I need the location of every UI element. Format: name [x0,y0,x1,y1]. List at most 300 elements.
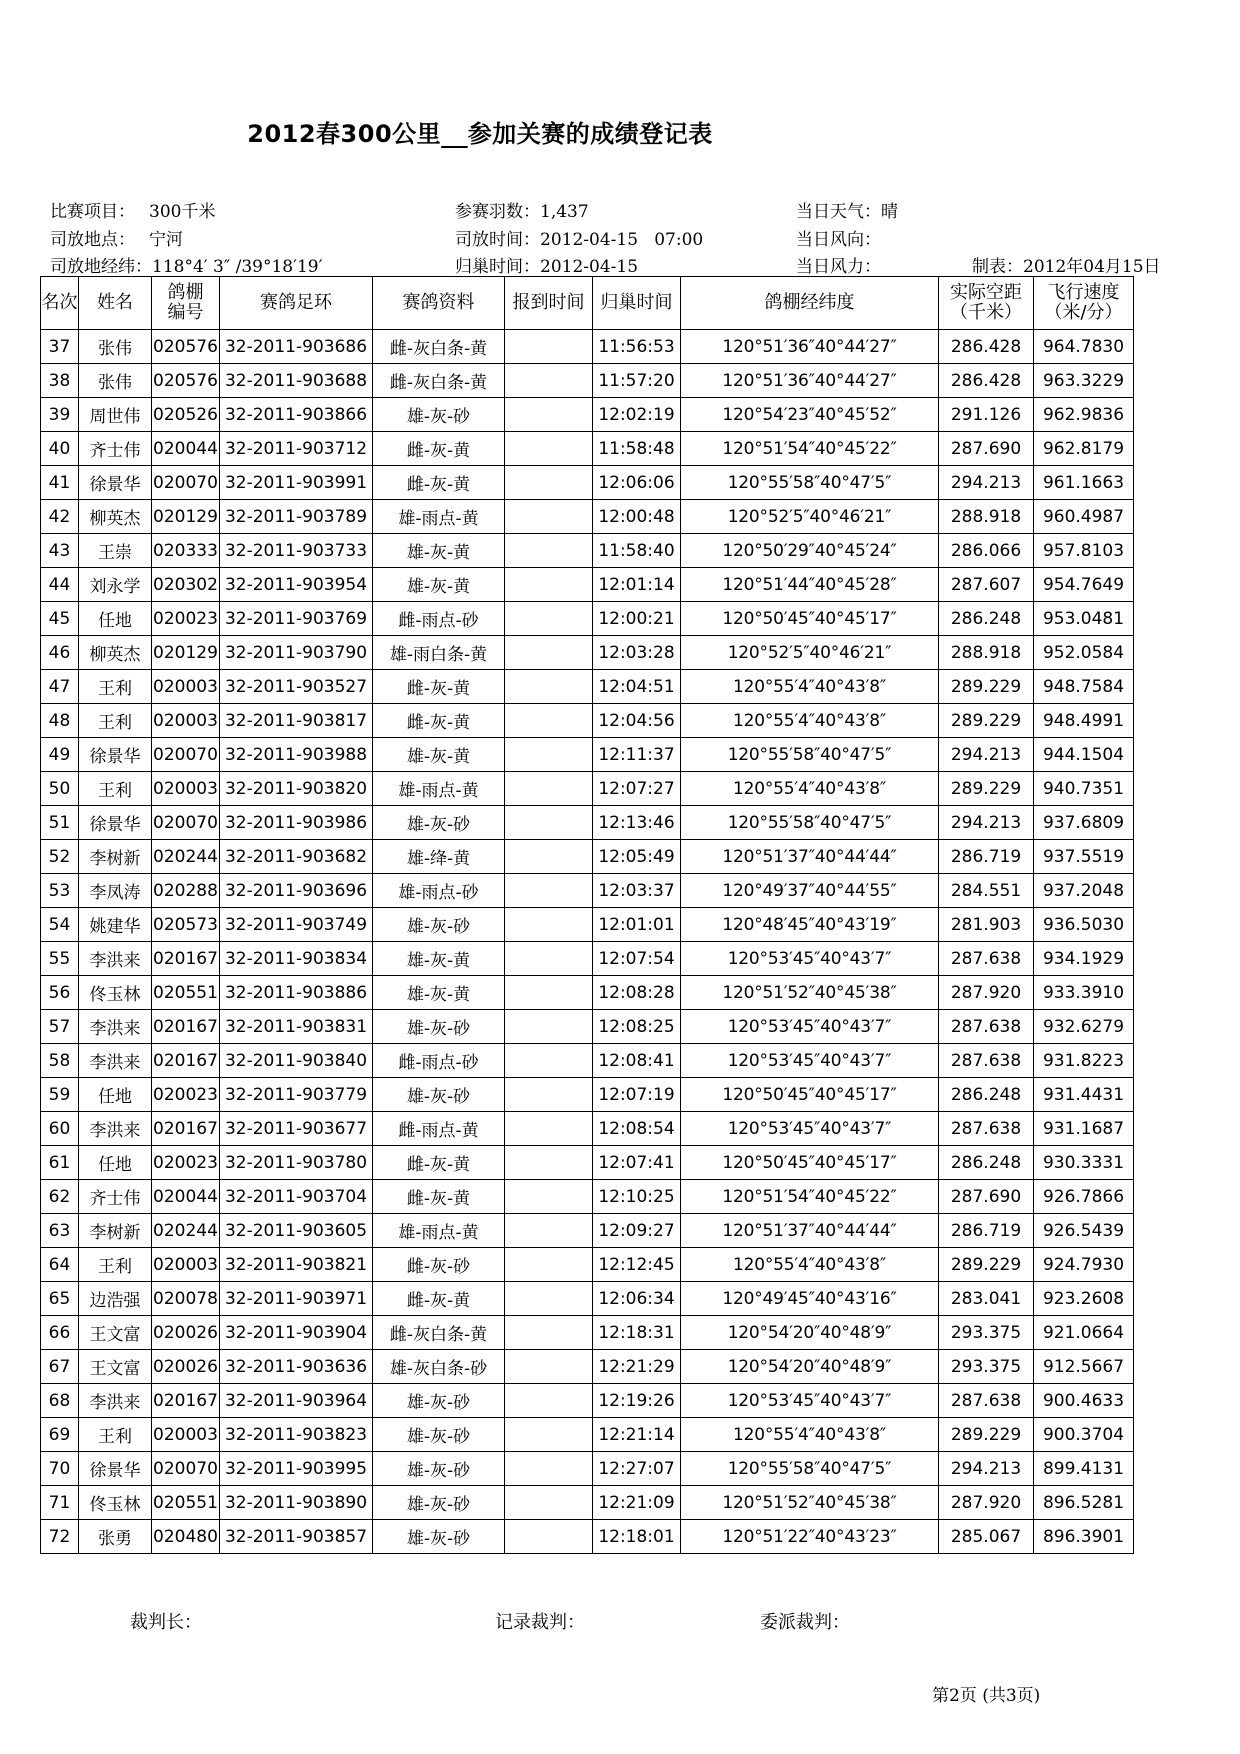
loft-id-cell: 020023 [152,1146,220,1180]
pigeon-info-cell: 雄-灰-砂 [373,1078,505,1112]
release-time-info [455,225,703,250]
name-cell: 王利 [79,670,152,704]
report-time-cell [505,1010,593,1044]
return-time-cell: 11:58:40 [593,534,681,568]
distance-cell: 287.638 [939,942,1034,976]
return-time-cell: 12:07:19 [593,1078,681,1112]
loft-id-cell: 020573 [152,908,220,942]
loft-id-cell: 020480 [152,1520,220,1554]
rank-cell: 41 [41,466,79,500]
wind-force-info [796,252,881,277]
made-date-info [972,252,1161,277]
loft-id-cell: 020167 [152,1010,220,1044]
coord-cell: 120°50′45″40°45′17″ [681,1078,939,1112]
report-time-cell [505,1078,593,1112]
table-row [41,806,1134,840]
release-time-label: 司放时间： [455,230,540,250]
loft-id-cell: 020288 [152,874,220,908]
speed-cell: 899.4131 [1034,1452,1134,1486]
table-row [41,330,1134,364]
table-row [41,1486,1134,1520]
speed-cell: 932.6279 [1034,1010,1134,1044]
return-time-cell: 12:21:14 [593,1418,681,1452]
pigeon-info-cell: 雌-雨点-砂 [373,1044,505,1078]
rank-cell: 46 [41,636,79,670]
return-time-cell: 12:03:37 [593,874,681,908]
pigeon-info-cell: 雌-雨点-砂 [373,602,505,636]
ring-cell: 32-2011-903831 [220,1010,373,1044]
table-row [41,976,1134,1010]
speed-cell: 931.4431 [1034,1078,1134,1112]
table-row [41,670,1134,704]
name-cell: 佟玉林 [79,1486,152,1520]
rank-cell: 70 [41,1452,79,1486]
rank-cell: 44 [41,568,79,602]
ring-cell: 32-2011-903790 [220,636,373,670]
loft-id-cell: 020551 [152,976,220,1010]
return-time-cell: 12:05:49 [593,840,681,874]
distance-cell: 289.229 [939,670,1034,704]
pigeon-info-cell: 雄-灰-砂 [373,908,505,942]
distance-cell: 286.248 [939,1078,1034,1112]
return-time-cell: 12:08:54 [593,1112,681,1146]
name-cell: 柳英杰 [79,636,152,670]
pigeon-info-cell: 雄-灰-砂 [373,806,505,840]
rank-cell: 59 [41,1078,79,1112]
table-row [41,1010,1134,1044]
table-row [41,466,1134,500]
report-time-cell [505,670,593,704]
speed-cell: 944.1504 [1034,738,1134,772]
pigeon-info-cell: 雄-灰-砂 [373,1520,505,1554]
ring-cell: 32-2011-903991 [220,466,373,500]
speed-cell: 931.1687 [1034,1112,1134,1146]
pigeon-info-cell: 雄-雨点-黄 [373,500,505,534]
title-suffix: 参加关赛的成绩登记表 [467,120,713,148]
loft-id-cell: 020302 [152,568,220,602]
column-header: 鸽棚 编号 [152,277,220,330]
ring-cell: 32-2011-903636 [220,1350,373,1384]
chief-judge-label: 裁判长： [130,1612,202,1633]
coord-cell: 120°55′58″40°47′5″ [681,806,939,840]
loft-id-cell: 020576 [152,330,220,364]
coord-cell: 120°55′4″40°43′8″ [681,1248,939,1282]
name-cell: 徐景华 [79,466,152,500]
coord-cell: 120°51′54″40°45′22″ [681,432,939,466]
column-header: 飞行速度 （米/分） [1034,277,1134,330]
loft-id-cell: 020070 [152,806,220,840]
table-header-row [41,277,1134,330]
distance-cell: 288.918 [939,636,1034,670]
rank-cell: 68 [41,1384,79,1418]
rank-cell: 69 [41,1418,79,1452]
table-row [41,1078,1134,1112]
pigeon-info-cell: 雌-灰-黄 [373,704,505,738]
return-time-cell: 12:04:51 [593,670,681,704]
loft-id-cell: 020333 [152,534,220,568]
ring-cell: 32-2011-903605 [220,1214,373,1248]
column-header: 归巢时间 [593,277,681,330]
table-row [41,1282,1134,1316]
coord-cell: 120°51′37″40°44′44″ [681,840,939,874]
table-row [41,568,1134,602]
speed-cell: 923.2608 [1034,1282,1134,1316]
pigeon-info-cell: 雄-灰-砂 [373,1486,505,1520]
speed-cell: 934.1929 [1034,942,1134,976]
pigeon-info-cell: 雌-灰-黄 [373,1282,505,1316]
coord-cell: 120°48′45″40°43′19″ [681,908,939,942]
return-time-cell: 11:57:20 [593,364,681,398]
coord-cell: 120°51′22″40°43′23″ [681,1520,939,1554]
coord-cell: 120°54′20″40°48′9″ [681,1316,939,1350]
column-header: 姓名 [79,277,152,330]
return-time-cell: 12:01:14 [593,568,681,602]
speed-cell: 962.9836 [1034,398,1134,432]
event-value: 300千米 [149,202,216,222]
distance-cell: 283.041 [939,1282,1034,1316]
distance-cell: 289.229 [939,1248,1034,1282]
column-header: 鸽棚经纬度 [681,277,939,330]
distance-cell: 287.920 [939,1486,1034,1520]
rank-cell: 63 [41,1214,79,1248]
results-table [40,276,1134,1554]
name-cell: 王利 [79,1248,152,1282]
return-time-cell: 12:09:27 [593,1214,681,1248]
ring-cell: 32-2011-903823 [220,1418,373,1452]
name-cell: 李树新 [79,1214,152,1248]
birds-info [455,197,589,222]
return-time-cell: 12:04:56 [593,704,681,738]
speed-cell: 933.3910 [1034,976,1134,1010]
coord-cell: 120°54′23″40°45′52″ [681,398,939,432]
loft-id-cell: 020003 [152,1248,220,1282]
report-time-cell [505,772,593,806]
rank-cell: 51 [41,806,79,840]
ring-cell: 32-2011-903820 [220,772,373,806]
release-place-label: 司放地点： [50,230,135,250]
loft-id-cell: 020167 [152,1044,220,1078]
report-time-cell [505,602,593,636]
speed-cell: 900.3704 [1034,1418,1134,1452]
coord-cell: 120°50′29″40°45′24″ [681,534,939,568]
rank-cell: 52 [41,840,79,874]
coord-cell: 120°49′37″40°44′55″ [681,874,939,908]
report-time-cell [505,1248,593,1282]
loft-id-cell: 020003 [152,1418,220,1452]
coord-cell: 120°55′58″40°47′5″ [681,738,939,772]
pigeon-info-cell: 雄-雨点-黄 [373,1214,505,1248]
return-time-cell: 12:21:09 [593,1486,681,1520]
rank-cell: 45 [41,602,79,636]
name-cell: 王崇 [79,534,152,568]
return-time-cell: 12:27:07 [593,1452,681,1486]
ring-cell: 32-2011-903954 [220,568,373,602]
event-info [50,197,215,222]
ring-cell: 32-2011-903971 [220,1282,373,1316]
distance-cell: 286.248 [939,602,1034,636]
coord-cell: 120°49′45″40°43′16″ [681,1282,939,1316]
return-time-cell: 12:19:26 [593,1384,681,1418]
coord-cell: 120°53′45″40°43′7″ [681,1384,939,1418]
rank-cell: 62 [41,1180,79,1214]
pigeon-info-cell: 雄-灰-黄 [373,976,505,1010]
speed-cell: 926.7866 [1034,1180,1134,1214]
ring-cell: 32-2011-903886 [220,976,373,1010]
weather-value: 晴 [881,202,898,222]
coord-cell: 120°51′44″40°45′28″ [681,568,939,602]
name-cell: 王文富 [79,1316,152,1350]
ring-cell: 32-2011-903840 [220,1044,373,1078]
speed-cell: 940.7351 [1034,772,1134,806]
ring-cell: 32-2011-903682 [220,840,373,874]
speed-cell: 896.3901 [1034,1520,1134,1554]
distance-cell: 287.638 [939,1044,1034,1078]
pigeon-info-cell: 雌-灰白条-黄 [373,1316,505,1350]
loft-id-cell: 020526 [152,398,220,432]
distance-cell: 284.551 [939,874,1034,908]
name-cell: 张勇 [79,1520,152,1554]
pigeon-info-cell: 雄-灰-砂 [373,1418,505,1452]
ring-cell: 32-2011-903988 [220,738,373,772]
ring-cell: 32-2011-903995 [220,1452,373,1486]
report-time-cell [505,942,593,976]
report-time-cell [505,1146,593,1180]
name-cell: 李洪来 [79,1010,152,1044]
loft-id-cell: 020129 [152,500,220,534]
report-time-cell [505,466,593,500]
table-row [41,432,1134,466]
speed-cell: 937.5519 [1034,840,1134,874]
coord-cell: 120°52′5″40°46′21″ [681,636,939,670]
distance-cell: 286.248 [939,1146,1034,1180]
distance-cell: 294.213 [939,738,1034,772]
name-cell: 王利 [79,772,152,806]
speed-cell: 948.4991 [1034,704,1134,738]
table-row [41,1180,1134,1214]
table-row [41,908,1134,942]
loft-id-cell: 020070 [152,738,220,772]
loft-id-cell: 020003 [152,704,220,738]
coord-cell: 120°55′58″40°47′5″ [681,1452,939,1486]
loft-id-cell: 020003 [152,670,220,704]
event-label: 比赛项目： [50,202,135,222]
name-cell: 李凤涛 [79,874,152,908]
loft-id-cell: 020551 [152,1486,220,1520]
release-coord-value: 118°4′ 3″ /39°18′19′ [152,257,323,277]
return-time-cell: 12:07:54 [593,942,681,976]
birds-value: 1,437 [540,202,589,222]
speed-cell: 936.5030 [1034,908,1134,942]
table-row [41,500,1134,534]
distance-cell: 286.066 [939,534,1034,568]
release-place-value: 宁河 [149,230,183,250]
coord-cell: 120°51′52″40°45′38″ [681,1486,939,1520]
table-row [41,1316,1134,1350]
table-row [41,772,1134,806]
column-header: 赛鸽足环 [220,277,373,330]
name-cell: 佟玉林 [79,976,152,1010]
return-time-value: 2012-04-15 [540,257,639,277]
birds-label: 参赛羽数： [455,202,540,222]
distance-cell: 293.375 [939,1316,1034,1350]
distance-cell: 287.638 [939,1112,1034,1146]
rank-cell: 56 [41,976,79,1010]
title-blank [441,120,468,148]
rank-cell: 53 [41,874,79,908]
name-cell: 徐景华 [79,806,152,840]
report-time-cell [505,1180,593,1214]
ring-cell: 32-2011-903789 [220,500,373,534]
return-time-cell: 12:00:21 [593,602,681,636]
name-cell: 王文富 [79,1350,152,1384]
pigeon-info-cell: 雄-灰白条-砂 [373,1350,505,1384]
column-header: 实际空距 （千米） [939,277,1034,330]
distance-cell: 287.690 [939,1180,1034,1214]
pigeon-info-cell: 雌-灰-黄 [373,466,505,500]
rank-cell: 67 [41,1350,79,1384]
table-row [41,534,1134,568]
loft-id-cell: 020044 [152,1180,220,1214]
speed-cell: 930.3331 [1034,1146,1134,1180]
loft-id-cell: 020129 [152,636,220,670]
ring-cell: 32-2011-903688 [220,364,373,398]
release-coord-info [50,252,322,277]
speed-cell: 963.3229 [1034,364,1134,398]
title-prefix: 2012春300公里 [247,120,442,148]
ring-cell: 32-2011-903769 [220,602,373,636]
distance-cell: 287.638 [939,1010,1034,1044]
rank-cell: 47 [41,670,79,704]
name-cell: 任地 [79,602,152,636]
rank-cell: 71 [41,1486,79,1520]
speed-cell: 953.0481 [1034,602,1134,636]
return-time-cell: 12:00:48 [593,500,681,534]
rank-cell: 37 [41,330,79,364]
column-header: 报到时间 [505,277,593,330]
loft-id-cell: 020244 [152,1214,220,1248]
loft-id-cell: 020167 [152,942,220,976]
table-row [41,602,1134,636]
report-time-cell [505,432,593,466]
table-row [41,398,1134,432]
rank-cell: 72 [41,1520,79,1554]
page-number: 第2页 (共3页) [932,1686,1041,1706]
return-time-cell: 11:58:48 [593,432,681,466]
return-time-cell: 12:18:31 [593,1316,681,1350]
return-time-cell: 12:08:41 [593,1044,681,1078]
report-time-cell [505,500,593,534]
return-time-cell: 12:07:27 [593,772,681,806]
table-row [41,1350,1134,1384]
rank-cell: 50 [41,772,79,806]
table-row [41,1418,1134,1452]
speed-cell: 896.5281 [1034,1486,1134,1520]
table-row [41,1384,1134,1418]
report-time-cell [505,976,593,1010]
return-time-cell: 12:06:06 [593,466,681,500]
speed-cell: 961.1663 [1034,466,1134,500]
name-cell: 刘永学 [79,568,152,602]
distance-cell: 289.229 [939,1418,1034,1452]
appointed-judge-label: 委派裁判： [760,1612,850,1633]
rank-cell: 48 [41,704,79,738]
wind-direction-label: 当日风向： [796,230,881,250]
table-row [41,942,1134,976]
loft-id-cell: 020023 [152,602,220,636]
pigeon-info-cell: 雌-灰白条-黄 [373,364,505,398]
wind-force-label: 当日风力： [796,257,881,277]
return-time-cell: 11:56:53 [593,330,681,364]
coord-cell: 120°53′45″40°43′7″ [681,1010,939,1044]
table-row [41,874,1134,908]
coord-cell: 120°55′58″40°47′5″ [681,466,939,500]
pigeon-info-cell: 雄-灰-黄 [373,534,505,568]
rank-cell: 38 [41,364,79,398]
table-row [41,1146,1134,1180]
loft-id-cell: 020023 [152,1078,220,1112]
table-row [41,840,1134,874]
ring-cell: 32-2011-903890 [220,1486,373,1520]
ring-cell: 32-2011-903696 [220,874,373,908]
pigeon-info-cell: 雄-灰-黄 [373,568,505,602]
distance-cell: 286.719 [939,840,1034,874]
pigeon-info-cell: 雄-灰-黄 [373,942,505,976]
return-time-cell: 12:02:19 [593,398,681,432]
rank-cell: 58 [41,1044,79,1078]
coord-cell: 120°55′4″40°43′8″ [681,704,939,738]
report-time-cell [505,1350,593,1384]
distance-cell: 293.375 [939,1350,1034,1384]
name-cell: 王利 [79,704,152,738]
table-row [41,1520,1134,1554]
speed-cell: 964.7830 [1034,330,1134,364]
table-row [41,738,1134,772]
distance-cell: 287.920 [939,976,1034,1010]
ring-cell: 32-2011-903527 [220,670,373,704]
report-time-cell [505,704,593,738]
page-title [0,114,960,149]
speed-cell: 962.8179 [1034,432,1134,466]
speed-cell: 900.4633 [1034,1384,1134,1418]
loft-id-cell: 020070 [152,466,220,500]
ring-cell: 32-2011-903712 [220,432,373,466]
ring-cell: 32-2011-903779 [220,1078,373,1112]
name-cell: 柳英杰 [79,500,152,534]
rank-cell: 65 [41,1282,79,1316]
speed-cell: 960.4987 [1034,500,1134,534]
loft-id-cell: 020044 [152,432,220,466]
ring-cell: 32-2011-903686 [220,330,373,364]
ring-cell: 32-2011-903733 [220,534,373,568]
pigeon-info-cell: 雄-雨点-黄 [373,772,505,806]
coord-cell: 120°53′45″40°43′7″ [681,1112,939,1146]
report-time-cell [505,1282,593,1316]
pigeon-info-cell: 雄-灰-砂 [373,398,505,432]
name-cell: 姚建华 [79,908,152,942]
release-place-info [50,225,183,250]
coord-cell: 120°52′5″40°46′21″ [681,500,939,534]
weather-info [796,197,898,222]
report-time-cell [505,1486,593,1520]
report-time-cell [505,636,593,670]
distance-cell: 285.067 [939,1520,1034,1554]
distance-cell: 291.126 [939,398,1034,432]
pigeon-info-cell: 雄-雨点-砂 [373,874,505,908]
speed-cell: 937.2048 [1034,874,1134,908]
pigeon-info-cell: 雄-灰-砂 [373,1384,505,1418]
pigeon-info-cell: 雌-灰-黄 [373,432,505,466]
ring-cell: 32-2011-903821 [220,1248,373,1282]
